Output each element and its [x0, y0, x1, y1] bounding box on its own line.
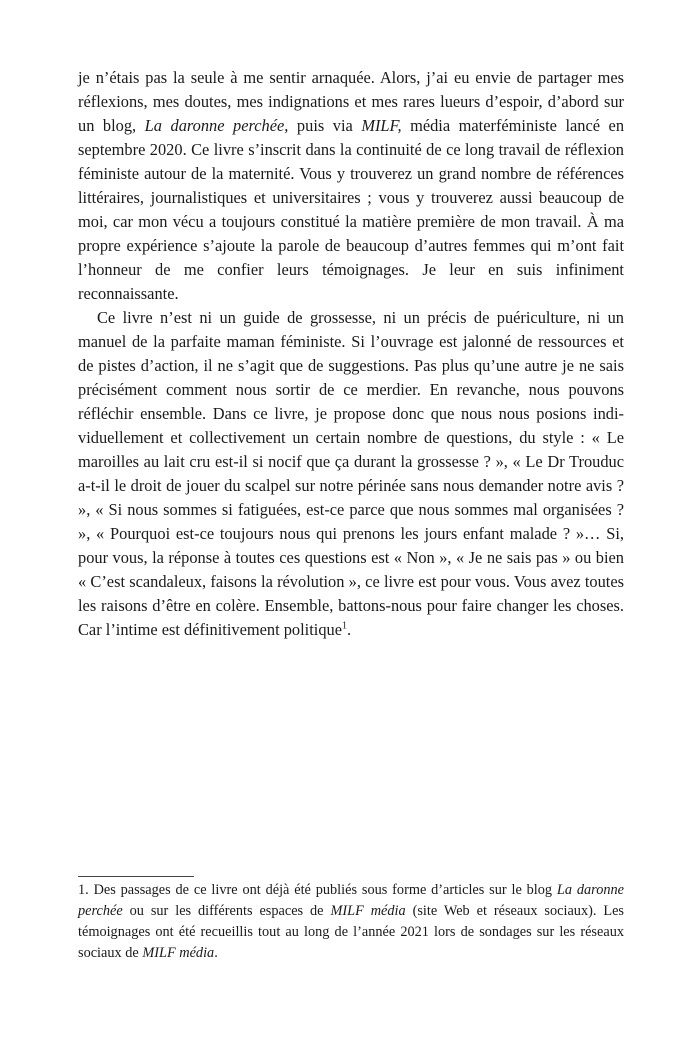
paragraph-1 — [78, 66, 624, 306]
footnote-text-a: Des passages de ce livre ont déjà été publiés sous forme d’articles sur le blog — [88, 882, 557, 898]
paragraph-1-text-a: je n’étais pas la seule à me sentir arnaquée. Alors, j’ai eu envie de partager mes réflexions, mes doutes, mes indignations et mes rares lueurs d’espoir, d’abord sur un blog, — [78, 68, 624, 135]
footnote-reference[interactable]: 1 — [342, 620, 348, 632]
paragraph-1-text-b: puis via — [288, 116, 362, 135]
footnotes — [78, 876, 624, 964]
footnote-number: 1. — [78, 882, 89, 898]
footnote-text-b: ou sur les différents espaces de — [122, 903, 331, 919]
footnote-media-title-2: MILF média — [142, 945, 215, 961]
media-title: MILF, — [361, 116, 402, 135]
footnote-text-d: . — [214, 945, 218, 961]
blog-title: La daronne perchée, — [144, 116, 289, 135]
footnote-blog-title: La daronne perchée — [78, 882, 624, 919]
paragraph-1-text-c: média materféministe lancé en septembre 2020. Ce livre s’inscrit dans la continuité de ce long travail de réflexion féministe autour de la maternité. Vous y trouverez un grand nombre de références littéraires, journalistiques et universitaires ; vous y trouverez aussi beaucoup de moi, car mon vécu a toujours constitué la matière première de mon travail. À ma propre expérience s’ajoute la parole de beaucoup d’autres femmes qui m’ont fait l’honneur de me confier leurs témoignages. Je leur en suis infiniment reconnaissante. — [78, 116, 625, 303]
body-text — [78, 66, 624, 642]
footnote-1 — [78, 880, 624, 964]
paragraph-2-text: Ce livre n’est ni un guide de grossesse, ni un précis de puériculture, ni un manuel de la parfaite maman féministe. Si l’ouvrage est jalonné de ressources et de pistes d’action, il ne s’agit que de suggestions. Pas plus qu’une autre je ne sais précisément comment nous sortir de ce merdier. En revanche, nous pouvons réfléchir ensemble. Dans ce livre, je propose donc que nous nous posions individuellement et collectivement un certain nombre de questions, du style : « Le maroilles au lait cru est-il si nocif que ça durant la grossesse ? », « Le Dr Trouduc a-t-il le droit de jouer du scalpel sur notre périnée sans nous demander notre avis ? », « Si nous sommes si fatiguées, est-ce parce que nous sommes mal organisées ? », « Pourquoi est-ce toujours nous qui prenons les jours enfant malade ? »… Si, pour vous, la réponse à toutes ces questions est « Non », « Je ne sais pas » ou bien « C’est scandaleux, faisons la révolution », ce livre est pour vous. Vous avez toutes les raisons d’être en colère. Ensemble, battons-nous pour faire changer les choses. Car l’intime est définitivement politique — [78, 308, 624, 639]
footnote-media-title: MILF média — [330, 903, 406, 919]
paragraph-2-end: . — [347, 620, 352, 639]
footnote-rule — [78, 876, 194, 877]
paragraph-2 — [78, 306, 624, 642]
footnote-text-c: (site Web et réseaux sociaux). Les témoignages ont été recueillis tout au long de l’année 2021 lors de sondages sur les réseaux sociaux de — [78, 903, 624, 961]
